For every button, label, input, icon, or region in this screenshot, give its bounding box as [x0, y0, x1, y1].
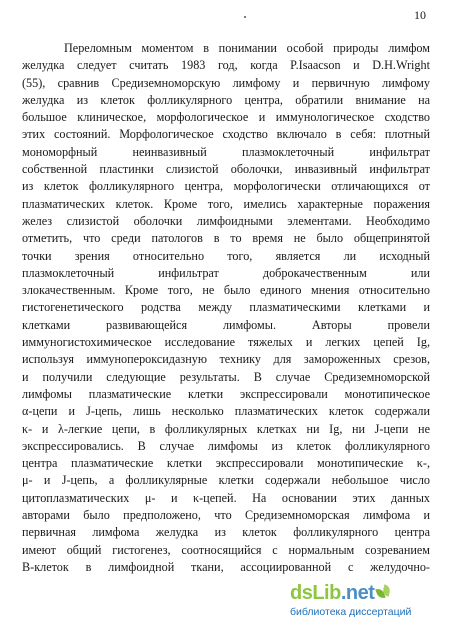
- watermark-tagline: библиотека диссертаций: [290, 606, 412, 618]
- text-line: (55), сравнив Средиземноморскую лимфому и первичную лимфому: [22, 75, 430, 90]
- text-line: злокачественным. Кроме того, не было единого мнения относительно: [22, 283, 430, 298]
- text-line: имеют общий гистогенез, соотносящийся с нормальным созреванием: [22, 542, 430, 557]
- page-number: 10: [414, 8, 426, 22]
- text-line: собственной пластинки слизистой оболочки, инвазивный инфильтрат: [22, 162, 430, 177]
- text-line: и получили следующие результаты. В случае Средиземноморской: [22, 369, 430, 384]
- text-line: точки зрения относительно того, является ли исходный: [22, 248, 430, 263]
- text-line: Переломным моментом в понимании особой природы лимфом: [64, 41, 430, 55]
- text-line: плазматических клеток. Кроме того, имелись характерные поражения: [22, 196, 430, 211]
- text-line: этих состояний. Морфологическое сходство включало в себя: плотный: [22, 127, 430, 142]
- text-line: используя иммунопероксидазную технику для замороженных срезов,: [22, 352, 430, 367]
- text-line: отметить, что среди патологов в то время не было общепринятой: [22, 231, 430, 246]
- text-line: гистогенетического родства между плазматическими клетками и: [22, 300, 430, 315]
- text-line: иммуногистохимическое исследование тяжелых и легких цепей Ig,: [22, 335, 430, 350]
- leaf-icon: [377, 585, 391, 601]
- text-line: цитоплазматических μ- и κ-цепей. На основании этих данных: [22, 490, 430, 505]
- text-line: плазмоклеточный инфильтрат доброкачественным или: [22, 265, 430, 280]
- watermark-brand: dsLib.net: [290, 581, 375, 604]
- text-line: В-клеток в лимфоидной ткани, ассоциированной с желудочно-: [22, 559, 430, 574]
- text-line: желез слизистой оболочки лимфоидными элементами. Необходимо: [22, 213, 430, 228]
- text-line: мономорфный неинвазивный плазмоклеточный инфильтрат: [22, 144, 430, 159]
- speck-mark: [244, 16, 246, 18]
- text-line: из клеток фолликулярного центра, морфологически отличающихся от: [22, 179, 430, 194]
- text-line: клетками развивающейся лимфомы. Авторы провели: [22, 317, 430, 332]
- text-line: μ- и J-цепь, а фолликулярные клетки содержали небольшое число: [22, 473, 430, 488]
- text-line: κ- и λ-легкие цепи, в фолликулярных клетках ни Ig, ни J-цепи не: [22, 421, 430, 436]
- text-line: экспрессировались. В случае лимфомы из клеток фолликулярного: [22, 438, 430, 453]
- text-line: авторами было предположено, что Средиземноморская лимфома и: [22, 508, 430, 523]
- text-line: желудка следует считать 1983 год, когда P.Isaacson и D.H.Wright: [22, 58, 430, 73]
- text-line: лимфомы плазматические клетки экспрессировали монотипическое: [22, 386, 430, 401]
- text-line: большое клиническое, морфологическое и иммунологическое сходство: [22, 110, 430, 125]
- text-line: α-цепи и J-цепь, лишь несколько плазматических клеток содержали: [22, 404, 430, 419]
- text-line: первичная лимфома желудка из клеток фолликулярного центра: [22, 525, 430, 540]
- dslib-watermark: [290, 581, 440, 621]
- text-line: желудка из клеток фолликулярного центра, обратили внимание на: [22, 92, 430, 107]
- body-paragraph: [22, 40, 430, 576]
- text-line: центра плазматические клетки экспрессировали монотипические κ-,: [22, 456, 430, 471]
